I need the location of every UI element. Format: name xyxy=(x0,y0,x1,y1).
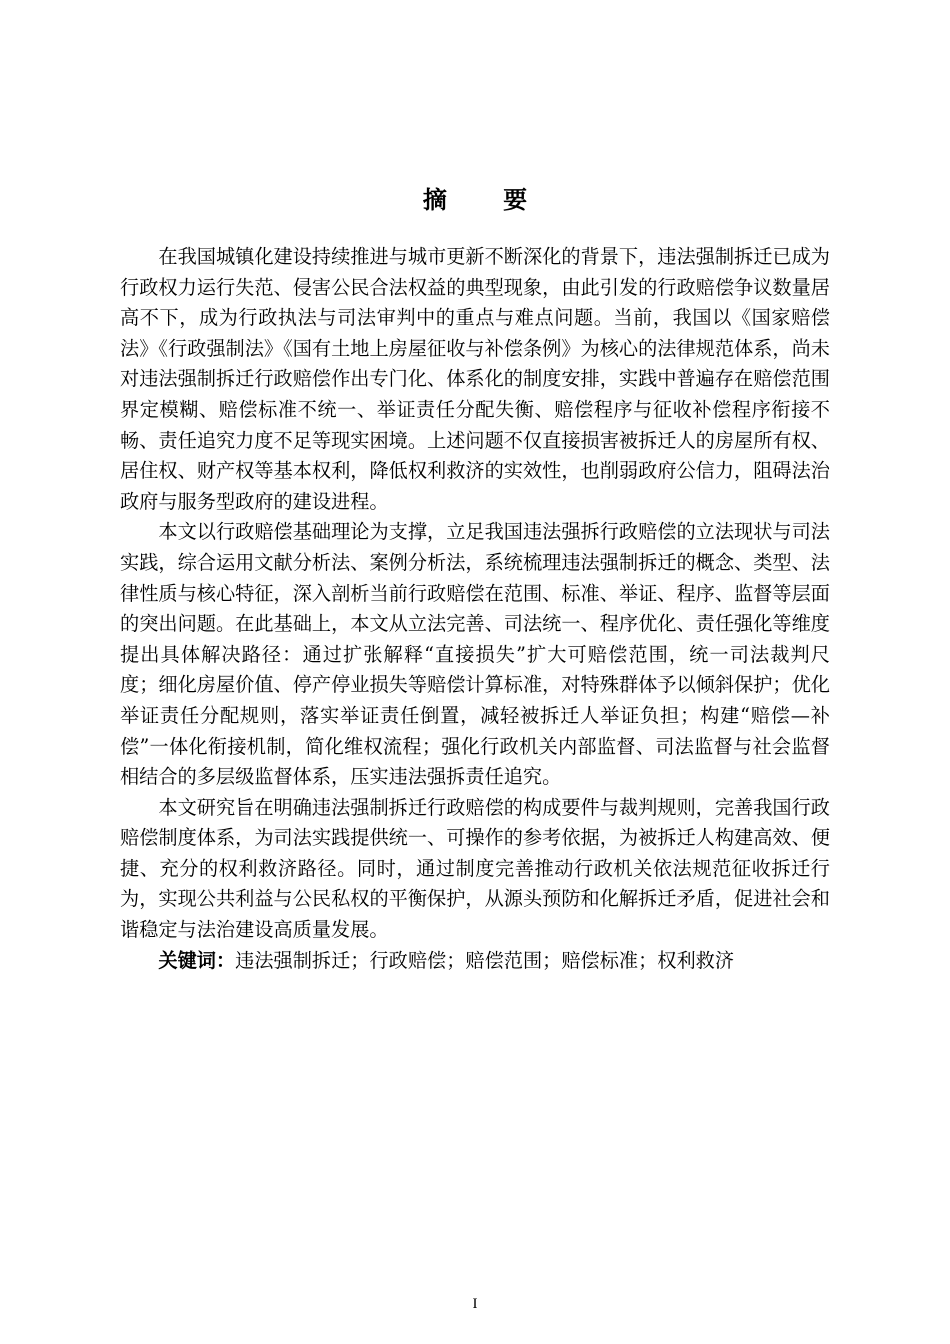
keywords-line xyxy=(120,946,830,977)
abstract-body xyxy=(120,242,830,976)
abstract-paragraph-2: 本文以行政赔偿基础理论为支撑，立足我国违法强拆行政赔偿的立法现状与司法实践，综合运用文献分析法、案例分析法，系统梳理违法强制拆迁的概念、类型、法律性质与核心特征，深入剖析当前行政赔偿在范围、标准、举证、程序、监督等层面的突出问题。在此基础上，本文从立法完善、司法统一、程序优化、责任强化等维度提出具体解决路径：通过扩张解释“直接损失”扩大可赔偿范围，统一司法裁判尺度；细化房屋价值、停产停业损失等赔偿计算标准，对特殊群体予以倾斜保护；优化举证责任分配规则，落实举证责任倒置，减轻被拆迁人举证负担；构建“赔偿—补偿”一体化衔接机制，简化维权流程；强化行政机关内部监督、司法监督与社会监督相结合的多层级监督体系，压实违法强拆责任追究。 xyxy=(120,520,830,789)
keywords-text: 违法强制拆迁；行政赔偿；赔偿范围；赔偿标准；权利救济 xyxy=(235,948,735,972)
abstract-paragraph-1: 在我国城镇化建设持续推进与城市更新不断深化的背景下，违法强制拆迁已成为行政权力运行失范、侵害公民合法权益的典型现象，由此引发的行政赔偿争议数量居高不下，成为行政执法与司法审判中的重点与难点问题。当前，我国以《国家赔偿法》《行政强制法》《国有土地上房屋征收与补偿条例》为核心的法律规范体系，尚未对违法强制拆迁行政赔偿作出专门化、体系化的制度安排，实践中普遍存在赔偿范围界定模糊、赔偿标准不统一、举证责任分配失衡、赔偿程序与征收补偿程序衔接不畅、责任追究力度不足等现实困境。上述问题不仅直接损害被拆迁人的房屋所有权、居住权、财产权等基本权利，降低权利救济的实效性，也削弱政府公信力，阻碍法治政府与服务型政府的建设进程。 xyxy=(120,245,830,513)
keywords-label: 关键词： xyxy=(158,948,236,972)
page-number: I xyxy=(472,1296,478,1312)
abstract-title: 摘 要 xyxy=(422,186,552,214)
abstract-paragraph-3: 本文研究旨在明确违法强制拆迁行政赔偿的构成要件与裁判规则，完善我国行政赔偿制度体系，为司法实践提供统一、可操作的参考依据，为被拆迁人构建高效、便捷、充分的权利救济路径。同时，通过制度完善推动行政机关依法规范征收拆迁行为，实现公共利益与公民私权的平衡保护，从源头预防和化解拆迁矛盾，促进社会和谐稳定与法治建设高质量发展。 xyxy=(120,795,830,942)
